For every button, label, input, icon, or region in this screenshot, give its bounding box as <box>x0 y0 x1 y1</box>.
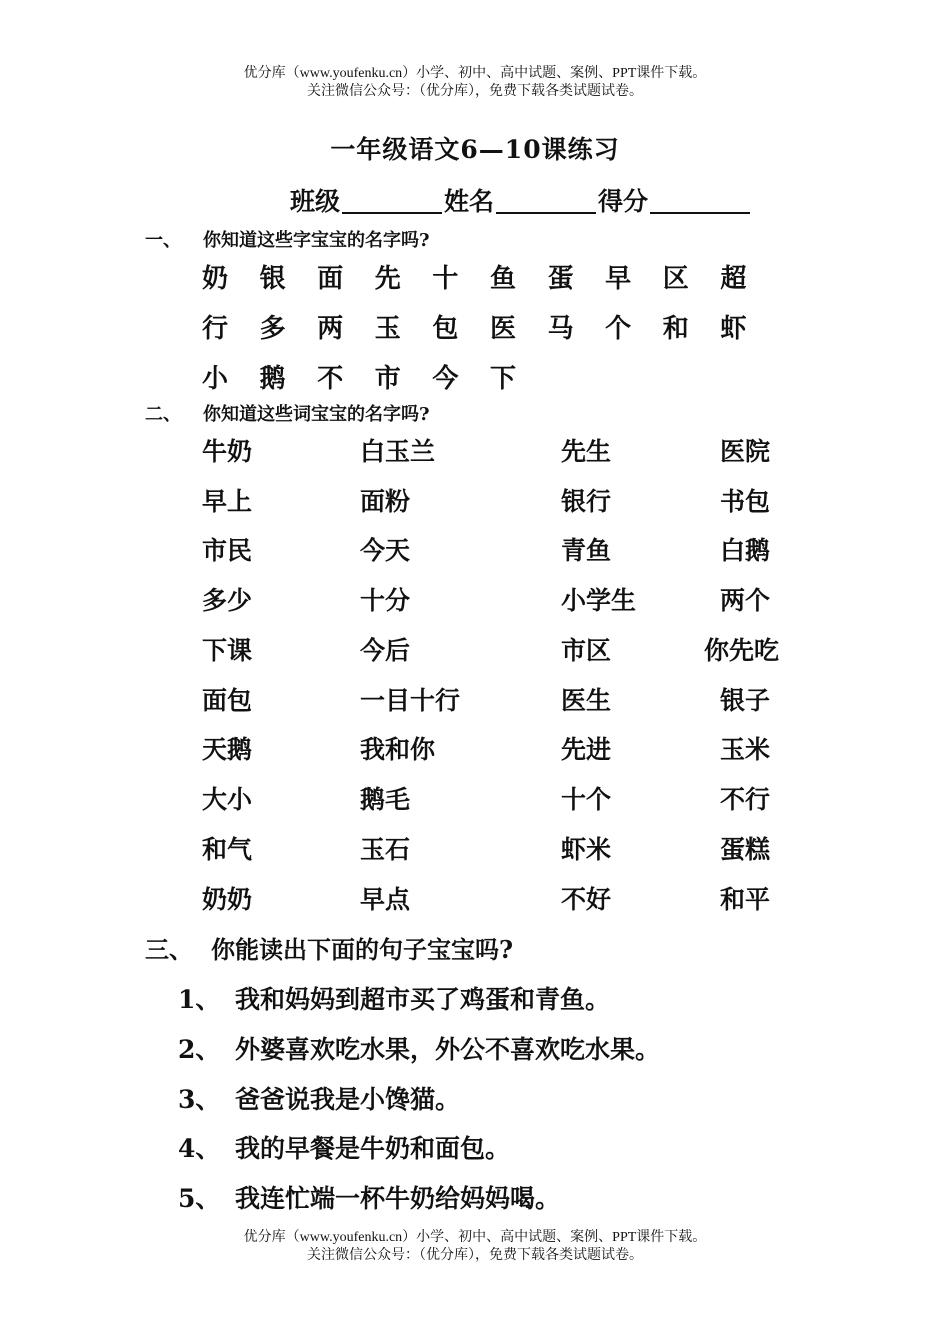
char: 蛋 <box>547 264 574 294</box>
word: 你先吃 <box>704 636 780 665</box>
sentence-number: 1、 <box>178 985 221 1014</box>
char: 行 <box>202 314 229 344</box>
char-row-1 <box>202 258 778 295</box>
word: 银子 <box>720 686 771 715</box>
word: 医生 <box>561 686 612 715</box>
char: 奶 <box>202 264 229 294</box>
word: 书包 <box>720 487 771 516</box>
char: 和 <box>662 314 689 344</box>
section-1-title: 你知道这些字宝宝的名字吗? <box>203 230 430 251</box>
score-blank[interactable] <box>650 186 750 214</box>
score-label: 得分 <box>598 187 649 216</box>
class-label: 班级 <box>290 187 341 216</box>
char: 两 <box>317 314 344 344</box>
section-3-title: 你能读出下面的句子宝宝吗? <box>211 935 514 964</box>
word: 一目十行 <box>360 686 461 715</box>
char: 医 <box>489 314 516 344</box>
footer-line-1: 优分库（www.youfenku.cn）小学、初中、高中试题、案例、PPT课件下载。 <box>243 1230 707 1245</box>
char: 多 <box>259 314 286 344</box>
word: 下课 <box>202 636 253 665</box>
char: 不 <box>317 364 344 394</box>
page-footer <box>0 1229 950 1265</box>
word: 小学生 <box>561 586 637 615</box>
page-title: 一年级语文6—10课练习 <box>330 135 620 164</box>
word: 面粉 <box>360 487 411 516</box>
word: 大小 <box>202 785 253 814</box>
word: 玉米 <box>720 735 771 764</box>
word: 我和你 <box>360 735 436 764</box>
char: 面 <box>317 264 344 294</box>
sentence-3 <box>178 1080 460 1116</box>
sentence-5 <box>178 1179 560 1215</box>
sentence-number: 4、 <box>178 1134 221 1163</box>
word: 多少 <box>202 586 253 615</box>
char: 下 <box>489 364 516 394</box>
word: 不好 <box>561 885 612 914</box>
header-line-2: 关注微信公众号：（优分库），免费下载各类试题试卷。 <box>307 84 643 99</box>
footer-line-2: 关注微信公众号：（优分库），免费下载各类试题试卷。 <box>307 1248 643 1263</box>
char: 十 <box>432 264 459 294</box>
char: 超 <box>720 264 747 294</box>
class-blank[interactable] <box>342 186 442 214</box>
sentence-text: 我连忙端一杯牛奶给妈妈喝。 <box>235 1184 561 1213</box>
word: 银行 <box>561 487 612 516</box>
word: 鹅毛 <box>360 785 411 814</box>
word: 牛奶 <box>202 437 253 466</box>
word: 面包 <box>202 686 253 715</box>
word: 白鹅 <box>720 536 771 565</box>
section-3-heading <box>145 930 513 965</box>
name-label: 姓名 <box>444 187 495 216</box>
sentence-text: 我的早餐是牛奶和面包。 <box>235 1134 511 1163</box>
section-1-heading <box>145 226 430 252</box>
word: 市区 <box>561 636 612 665</box>
section-2-title: 你知道这些词宝宝的名字吗? <box>203 404 430 425</box>
char: 先 <box>374 264 401 294</box>
sentence-text: 我和妈妈到超市买了鸡蛋和青鱼。 <box>235 985 611 1014</box>
student-info <box>290 182 752 218</box>
word: 玉石 <box>360 835 411 864</box>
word: 青鱼 <box>561 536 612 565</box>
char: 鱼 <box>489 264 516 294</box>
word: 十个 <box>561 785 612 814</box>
char: 虾 <box>720 314 747 344</box>
char: 玉 <box>374 314 401 344</box>
char: 早 <box>605 264 632 294</box>
sentence-2 <box>178 1030 660 1066</box>
section-2-heading <box>145 400 430 426</box>
char-row-2 <box>202 308 778 345</box>
sentence-number: 5、 <box>178 1184 221 1213</box>
char-row-3 <box>202 358 548 395</box>
char: 马 <box>547 314 574 344</box>
word: 早点 <box>360 885 411 914</box>
word: 今后 <box>360 636 411 665</box>
header-line-1: 优分库（www.youfenku.cn）小学、初中、高中试题、案例、PPT课件下载。 <box>243 66 707 81</box>
name-blank[interactable] <box>496 186 596 214</box>
word: 奶奶 <box>202 885 253 914</box>
word: 两个 <box>720 586 771 615</box>
sentence-number: 3、 <box>178 1085 221 1114</box>
char: 鹅 <box>259 364 286 394</box>
word: 虾米 <box>561 835 612 864</box>
sentence-4 <box>178 1129 510 1165</box>
word: 先进 <box>561 735 612 764</box>
word: 天鹅 <box>202 735 253 764</box>
char: 小 <box>202 364 229 394</box>
word: 白玉兰 <box>360 437 436 466</box>
word: 早上 <box>202 487 253 516</box>
char: 市 <box>374 364 401 394</box>
sentence-number: 2、 <box>178 1035 221 1064</box>
sentence-text: 外婆喜欢吃水果，外公不喜欢吃水果。 <box>235 1035 661 1064</box>
char: 今 <box>432 364 459 394</box>
word: 不行 <box>720 785 771 814</box>
char: 包 <box>432 314 459 344</box>
sentence-1 <box>178 980 610 1016</box>
char: 银 <box>259 264 286 294</box>
page-header <box>0 65 950 101</box>
sentence-text: 爸爸说我是小馋猫。 <box>235 1085 461 1114</box>
char: 区 <box>662 264 689 294</box>
word: 先生 <box>561 437 612 466</box>
section-3-number: 三、 <box>145 935 193 964</box>
char: 个 <box>605 314 632 344</box>
section-2-number: 二、 <box>145 404 181 425</box>
word: 市民 <box>202 536 253 565</box>
section-1-number: 一、 <box>145 230 181 251</box>
word: 蛋糕 <box>720 835 771 864</box>
word: 医院 <box>720 437 771 466</box>
word: 十分 <box>360 586 411 615</box>
word: 今天 <box>360 536 411 565</box>
word: 和平 <box>720 885 771 914</box>
word: 和气 <box>202 835 253 864</box>
